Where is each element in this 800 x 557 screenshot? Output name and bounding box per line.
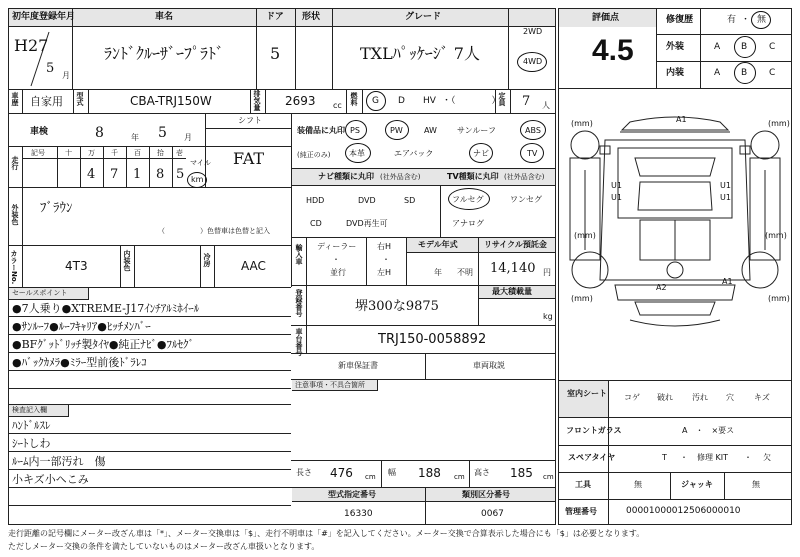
tools-value: 無 [634, 480, 642, 489]
warranty-new-car: 新車保証書 [338, 361, 378, 370]
car-name-label: 車名 [155, 12, 174, 22]
exterior-c: C [769, 42, 776, 52]
mileage-digit-1: 4 [87, 167, 96, 182]
chassis-value: TRJ150-0058892 [378, 332, 487, 347]
equipment-label: 装備品に丸印 [297, 126, 345, 135]
mileage-mile: マイル [190, 159, 211, 167]
car-name-value: ﾗﾝﾄﾞｸﾙｰｻﾞｰﾌﾟﾗﾄﾞ [104, 44, 225, 63]
tv-fullseg: フルセグ [452, 195, 484, 204]
capacity-value: 7 [522, 94, 531, 109]
spare-tire-none: 欠 [763, 453, 771, 462]
spare-tire-dot-2: ・ [744, 453, 752, 462]
equip-sunroof: サンルーフ [457, 126, 496, 135]
reg-year-label: 初年度登録年月 [12, 12, 76, 22]
int-color-label: 内装色 [123, 250, 131, 271]
exterior-b: B [741, 42, 748, 52]
grade-label: グレード [405, 12, 442, 22]
diagram-mm-right-2: (mm) [765, 231, 787, 240]
recycle-unit: 円 [543, 268, 551, 277]
navi-dvd-play: DVD再生可 [346, 219, 388, 228]
sales-point-4: ●ﾊﾞｯｸｶﾒﾗ●ﾐﾗｰ型前後ﾄﾞﾗﾚｺ [12, 356, 147, 369]
fuel-g: G [372, 96, 379, 106]
mileage-place-1: 十 [65, 149, 72, 157]
color-value: ﾌﾞﾗｳﾝ [40, 201, 73, 216]
inspector-note-2: ｼｰﾄしわ [12, 437, 51, 450]
seat-dirt: 汚れ [692, 393, 708, 402]
sales-point-2: ●ｻﾝﾙｰﾌ●ﾙｰﾌｷｬﾘｱ●ﾋｯﾁﾒﾝﾊﾞｰ [12, 320, 151, 333]
mileage-place-3: 千 [111, 149, 118, 157]
footer-line-2: ただしメーター交換の条件を満たしていないものはメーター改ざん車扱いとなります。 [8, 542, 320, 551]
recycle-label: リサイクル預託金 [484, 240, 547, 249]
equip-tv: TV [527, 149, 538, 158]
drive-4wd: 4WD [523, 57, 543, 66]
mileage-place-2: 万 [88, 149, 95, 157]
main-form-frame [8, 8, 556, 525]
height-unit: cm [543, 473, 554, 481]
seat-header [559, 381, 608, 417]
category-number-value: 0067 [481, 509, 504, 519]
mileage-digit-5: 5 [176, 167, 185, 182]
spare-tire-label: スペアタイヤ [568, 453, 616, 462]
navi-dvd: DVD [358, 196, 376, 205]
shape-label: 形状 [302, 12, 321, 22]
equip-leather: 本革 [349, 149, 365, 158]
mileage-digit-4: 8 [156, 167, 165, 182]
mileage-digit-3: 1 [133, 167, 142, 182]
tv-label: TV種類に丸印 [447, 172, 499, 181]
height-value: 185 [510, 466, 533, 480]
import-right-h: 右H [377, 242, 392, 251]
grade-value: TXLﾊﾟｯｹｰｼﾞ 7人 [360, 44, 480, 63]
navi-sub: (社外品含む) [380, 173, 421, 181]
windshield-label: フロントガラス [566, 426, 622, 435]
import-label: 輸入車 [295, 244, 303, 265]
interior-label: 内装 [666, 68, 685, 78]
navi-cd: CD [310, 219, 322, 228]
sales-point-3: ●BFｸﾞｯﾄﾞﾘｯﾁ製ﾀｲﾔ●純正ﾅﾋﾞ●ﾌﾙｾｸﾞ [12, 338, 195, 351]
aircon-value: AAC [241, 259, 266, 273]
use-label: 車歴 [11, 92, 19, 106]
displacement-unit: cc [333, 101, 342, 110]
max-load-label: 最大積載量 [492, 287, 532, 296]
inspector-notes-label: 検査記入欄 [12, 406, 47, 414]
interior-b: B [741, 68, 748, 78]
equip-ps: PS [350, 126, 360, 135]
repair-dot: ・ [741, 15, 751, 25]
seat-hole: 穴 [726, 393, 734, 402]
capacity-unit: 人 [542, 101, 550, 110]
jack-value: 無 [752, 480, 760, 489]
mileage-place-6: 壱 [176, 149, 183, 157]
spare-tire-t: T [662, 453, 667, 462]
width-unit: cm [454, 473, 465, 481]
height-label: 高さ [474, 468, 490, 477]
length-label: 長さ [296, 468, 312, 477]
equip-pw: PW [390, 126, 403, 135]
mileage-place-4: 百 [134, 149, 141, 157]
width-value: 188 [418, 466, 441, 480]
import-dealer: ディーラー [317, 242, 357, 251]
windshield-value: A ・ ×要ス [682, 426, 735, 435]
mileage-digit-2: 7 [110, 167, 119, 182]
displacement-label: 排気量 [253, 90, 261, 111]
diagram-u1-left-1: U1 [611, 181, 622, 190]
color-code-label: カラーNo. [10, 250, 18, 285]
repair-yes: 有 [727, 15, 737, 25]
tv-sub: (社外品含む) [504, 173, 545, 181]
equip-abs: ABS [525, 126, 541, 135]
fuel-hv: HV [423, 96, 436, 106]
interior-a: A [714, 68, 721, 78]
length-unit: cm [365, 473, 376, 481]
score-label: 評価点 [592, 13, 620, 23]
door-label: ドア [266, 12, 284, 22]
mileage-label: 走行 [11, 156, 19, 170]
mileage-place-5: 拾 [157, 149, 164, 157]
inspection-month: 5 [158, 125, 167, 141]
chassis-label: 車台番号 [295, 328, 303, 356]
registration-value: 堺300な9875 [355, 299, 439, 314]
footer-line-1: 走行距離の記号欄にメーター改ざん車は「*」、メーター交換車は「$」、走行不明車は「#」を記入してください。メーター交換で合算表示した場合にも「$」は必要となります。 [8, 529, 645, 538]
width-label: 幅 [388, 468, 396, 477]
control-number-label: 管理番号 [565, 507, 597, 516]
drive-2wd: 2WD [523, 27, 543, 36]
diagram-a1-top: A1 [676, 115, 687, 124]
spare-tire-kit: 修理 KIT [697, 453, 729, 462]
color-code-value: 4T3 [65, 259, 88, 273]
equip-airbag: エアバック [394, 149, 434, 158]
seat-burn: コゲ [624, 393, 640, 402]
mileage-sign-label: 記号 [31, 149, 45, 157]
reg-era-year: H27 [14, 36, 49, 55]
sales-points-label: セールスポイント [12, 289, 68, 297]
model-label: 型式 [76, 92, 84, 106]
diagram-mm-right-3: (mm) [768, 294, 790, 303]
diagram-mm-left-2: (mm) [574, 231, 596, 240]
reg-month: 5 [46, 61, 55, 76]
inspection-month-unit: 月 [184, 133, 192, 142]
sales-point-1: ●7人乗り●XTREME-J17ｲﾝﾁｱﾙﾐﾎｲｰﾙ [12, 302, 200, 315]
diagram-mm-left-3: (mm) [571, 294, 593, 303]
equip-navi: ナビ [473, 149, 489, 158]
model-year-unit: 年 [434, 268, 442, 277]
fuel-other: ・（ ） [442, 96, 501, 106]
length-value: 476 [330, 466, 353, 480]
inspector-note-4: 小キズ小ヘこみ [12, 473, 89, 486]
control-number-value: 0000100001250600001​0 [626, 506, 741, 516]
import-parallel: 並行 [330, 268, 346, 277]
diagram-u1-right-1: U1 [720, 181, 731, 190]
category-number-label: 類別区分番号 [462, 490, 510, 499]
shift-value: FAT [233, 149, 265, 168]
diagram-u1-right-2: U1 [720, 193, 731, 202]
diagram-mm-left-1: (mm) [571, 119, 593, 128]
tv-analog: アナログ [452, 219, 484, 228]
capacity-label: 定員 [498, 92, 506, 106]
inspector-note-3: ﾙｰﾑ内一部汚れ 傷 [12, 455, 106, 468]
repair-no: 無 [757, 15, 767, 25]
seat-scratch: キズ [754, 393, 770, 402]
use-value: 自家用 [30, 95, 63, 108]
import-dot-2: ・ [382, 255, 390, 264]
inspector-note-1: ﾊﾝﾄﾞﾙｽﾚ [12, 419, 51, 432]
navi-hdd: HDD [306, 196, 325, 205]
exterior-label: 外装 [666, 42, 685, 52]
inspection-year-unit: 年 [131, 133, 139, 142]
diagram-mm-right-1: (mm) [768, 119, 790, 128]
shift-label: シフト [238, 116, 262, 125]
diagram-a1-bottom: A1 [722, 277, 733, 286]
tv-oneseg: ワンセグ [510, 195, 542, 204]
interior-c: C [769, 68, 776, 78]
exterior-a: A [714, 42, 721, 52]
color-note: （ ）色替車は色替と記入 [158, 227, 270, 235]
door-value: 5 [270, 44, 281, 63]
diagram-a2-bottom: A2 [656, 283, 667, 292]
seat-tear: 破れ [657, 393, 673, 402]
diagram-u1-left-2: U1 [611, 193, 622, 202]
inspection-label: 車検 [30, 127, 49, 137]
reg-month-unit: 月 [62, 71, 70, 80]
car-damage-diagram [560, 110, 790, 378]
inspection-year: 8 [95, 125, 104, 141]
type-number-label: 型式指定番号 [328, 490, 376, 499]
equipment-sub: (純正のみ) [297, 151, 331, 159]
notes-label: 注意事項・不具合箇所 [295, 381, 365, 389]
fuel-label: 燃料 [350, 92, 358, 106]
registration-label: 登録番号 [295, 289, 303, 317]
navi-label: ナビ種類に丸印 [318, 172, 374, 181]
score-value: 4.5 [592, 34, 634, 67]
import-left-h: 左H [377, 268, 392, 277]
displacement-value: 2693 [285, 94, 316, 108]
aircon-label: 冷房 [203, 253, 211, 267]
recycle-value: 14,140 [490, 261, 536, 276]
seat-label: 室内シート [567, 389, 607, 398]
import-dot: ・ [332, 255, 340, 264]
mileage-km: km [191, 175, 204, 184]
model-value: CBA-TRJ150W [130, 94, 212, 108]
model-year-label: モデル年式 [418, 240, 458, 249]
jack-label: ジャッキ [681, 480, 713, 489]
repair-label: 修復歴 [666, 15, 694, 25]
warranty-manual: 車両取説 [473, 361, 505, 370]
tools-label: 工具 [575, 480, 591, 489]
max-load-unit: kg [543, 312, 553, 321]
color-label: 外装色 [11, 204, 19, 225]
model-year-unknown: 不明 [457, 268, 473, 277]
fuel-d: D [398, 96, 405, 106]
type-number-value: 16330 [344, 509, 373, 519]
equip-aw: AW [424, 126, 437, 135]
navi-sd: SD [404, 196, 416, 205]
spare-tire-dot: ・ [680, 453, 688, 462]
